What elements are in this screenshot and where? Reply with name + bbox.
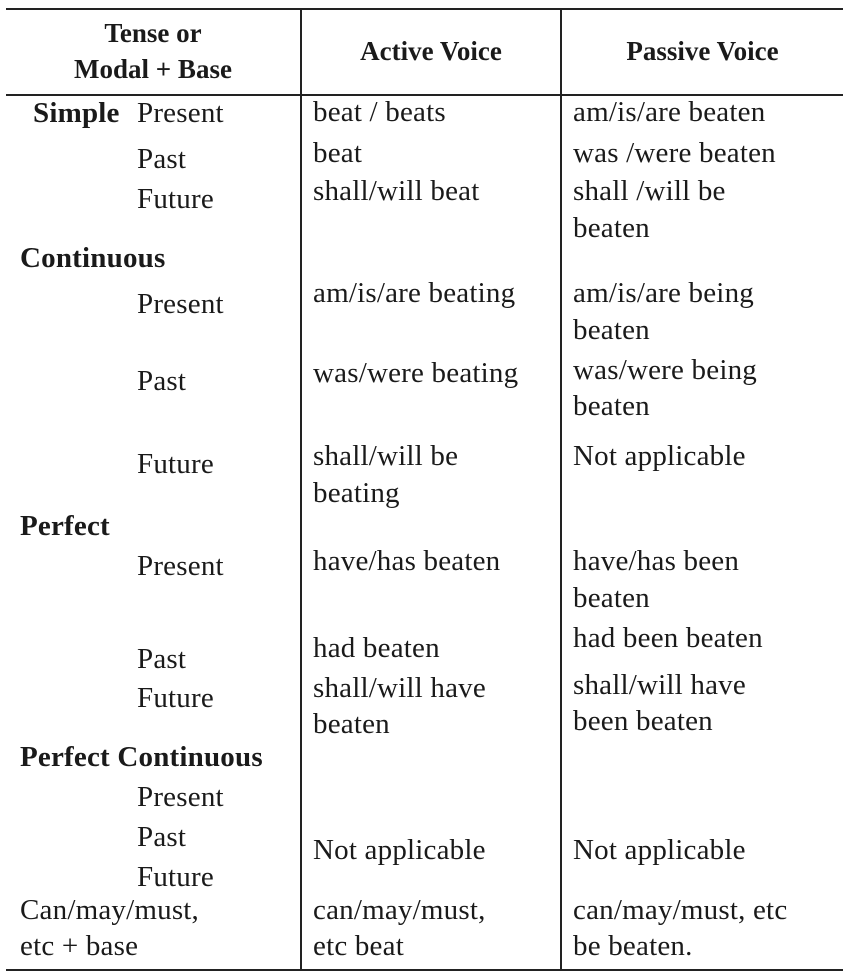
passive-modal-line1: can/may/must, etc <box>573 894 788 926</box>
tense-cont-past: Past <box>137 365 187 397</box>
tense-cont-present: Present <box>137 288 224 320</box>
tense-perfcont-future: Future <box>137 861 214 893</box>
passive-perf-future-line1: shall/will have <box>573 669 746 701</box>
column-divider-right <box>560 8 562 971</box>
tense-simple-future: Future <box>137 183 214 215</box>
tense-perf-past: Past <box>137 643 187 675</box>
header-tense-line2: Modal + Base <box>74 54 232 84</box>
section-continuous: Continuous <box>20 242 166 274</box>
header-passive-voice: Passive Voice <box>626 36 779 66</box>
passive-perfcont: Not applicable <box>573 834 746 866</box>
passive-perf-present-line1: have/has been <box>573 545 740 577</box>
tense-perfcont-past: Past <box>137 821 187 853</box>
active-perf-future-line1: shall/will have <box>313 672 486 704</box>
passive-perf-past: had been beaten <box>573 622 763 654</box>
active-simple-present: beat / beats <box>313 96 446 128</box>
tense-simple-present: Present <box>137 97 224 129</box>
header-tense-line1: Tense or <box>104 18 202 48</box>
active-cont-past: was/were beating <box>313 357 519 389</box>
active-simple-future: shall/will beat <box>313 175 480 207</box>
tense-cont-future: Future <box>137 448 214 480</box>
passive-perf-future-line2: been beaten <box>573 705 713 737</box>
active-modal-line2: etc beat <box>313 930 404 962</box>
section-simple: Simple <box>33 97 120 129</box>
passive-modal-line2: be beaten. <box>573 930 693 962</box>
passive-simple-future-line1: shall /will be <box>573 175 726 207</box>
passive-cont-past-line2: beaten <box>573 390 650 422</box>
passive-cont-past-line1: was/were being <box>573 354 757 386</box>
table-top-border <box>6 8 843 10</box>
table-bottom-border <box>6 969 843 971</box>
passive-cont-future: Not applicable <box>573 440 746 472</box>
section-perfect: Perfect <box>20 510 110 542</box>
active-cont-present: am/is/are beating <box>313 277 516 309</box>
passive-simple-past: was /were beaten <box>573 137 776 169</box>
tense-perfcont-present: Present <box>137 781 224 813</box>
passive-simple-future-line2: beaten <box>573 212 650 244</box>
active-cont-future-line1: shall/will be <box>313 440 459 472</box>
passive-cont-present-line2: beaten <box>573 314 650 346</box>
active-perf-present: have/has beaten <box>313 545 501 577</box>
passive-cont-present-line1: am/is/are being <box>573 277 754 309</box>
active-simple-past: beat <box>313 137 363 169</box>
passive-perf-present-line2: beaten <box>573 582 650 614</box>
tense-modal-line1: Can/may/must, <box>20 894 200 926</box>
active-modal-line1: can/may/must, <box>313 894 486 926</box>
active-perfcont: Not applicable <box>313 834 486 866</box>
column-divider-left <box>300 8 302 971</box>
active-cont-future-line2: beating <box>313 477 400 509</box>
passive-simple-present: am/is/are beaten <box>573 96 766 128</box>
tense-perf-future: Future <box>137 682 214 714</box>
tense-modal-line2: etc + base <box>20 930 139 962</box>
section-perfect-continuous: Perfect Continuous <box>20 741 263 773</box>
tense-perf-present: Present <box>137 550 224 582</box>
tense-simple-past: Past <box>137 143 187 175</box>
active-perf-past: had beaten <box>313 632 440 664</box>
header-active-voice: Active Voice <box>360 36 502 66</box>
active-perf-future-line2: beaten <box>313 708 390 740</box>
